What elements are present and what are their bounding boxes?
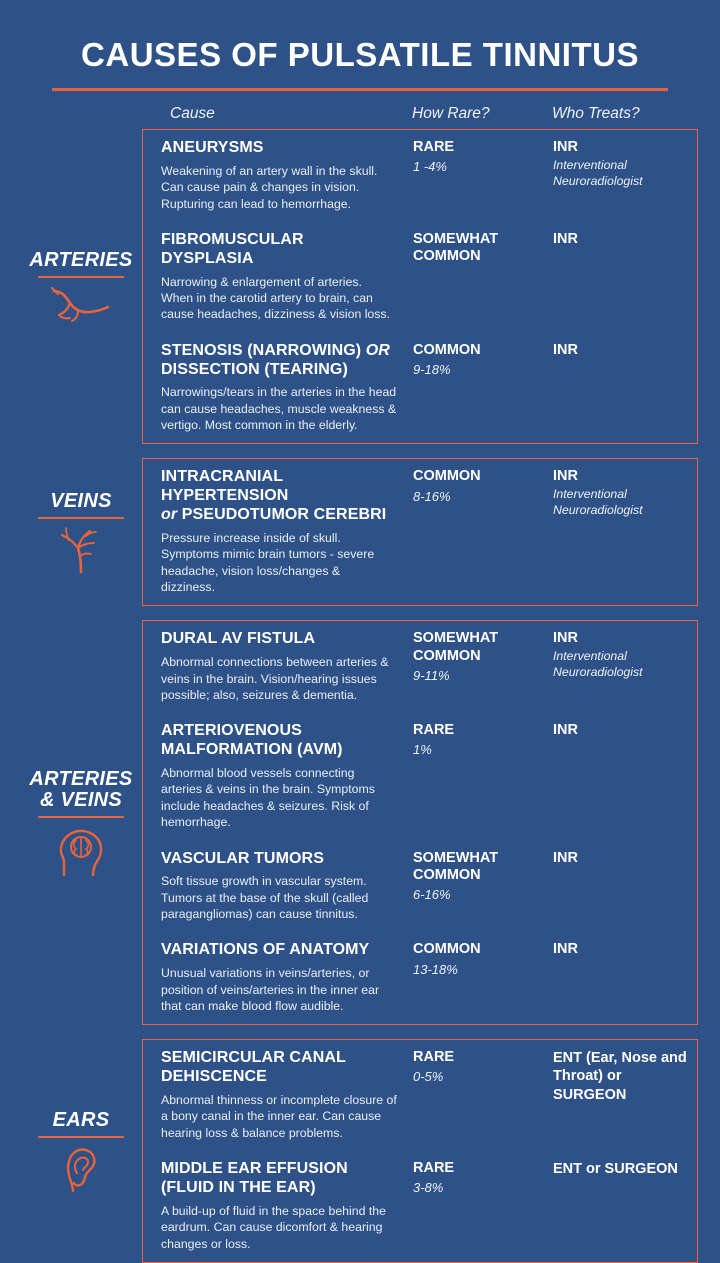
group-veins <box>22 458 698 606</box>
page-title: CAUSES OF PULSATILE TINNITUS <box>81 36 639 73</box>
group-label-veins <box>22 458 142 606</box>
artery-icon <box>50 285 112 323</box>
cause-description: Abnormal blood vessels connecting arteries & veins in the brain. Symptoms include headaches & seizures. Risk of hemorrhage. <box>161 766 375 830</box>
cause-description: Pressure increase inside of skull. Symptoms mimic brain tumors - severe headache, vision loss/changes & dizziness. <box>161 531 375 595</box>
rarity-percent: 1 -4% <box>413 159 447 175</box>
group-label-arteries-and-veins <box>22 620 142 1025</box>
column-header-cause: Cause <box>170 105 215 122</box>
cause-cell <box>143 941 413 1014</box>
group-arteries-and-veins <box>22 620 698 1025</box>
column-headers <box>22 105 698 123</box>
rarity-percent: 9-18% <box>413 361 451 377</box>
cause-description: Soft tissue growth in vascular system. Tumors at the base of the skull (called paragangliomas) can cause tinnitus. <box>161 874 369 922</box>
cause-name-line1: MIDDLE EAR EFFUSION <box>161 1160 348 1178</box>
rarity-percent: 6-16% <box>413 886 451 902</box>
treater-cell <box>553 941 697 1014</box>
cause-cell <box>143 468 413 595</box>
treater-code: INR <box>553 630 578 647</box>
cause-name: FIBROMUSCULAR DYSPLASIA <box>161 230 304 267</box>
rarity-label: SOMEWHAT COMMON <box>413 230 499 265</box>
entry-fibromuscular-dysplasia <box>143 222 697 333</box>
treater-cell <box>553 468 697 595</box>
treater-subtitle: Interventional Neuroradiologist <box>553 649 643 680</box>
cause-description: Abnormal thinness or incomplete closure of a bony canal in the inner ear. Can cause hearing loss & balance problems. <box>161 1093 397 1140</box>
rarity-label: RARE <box>413 139 455 155</box>
rarity-label: COMMON <box>413 468 481 485</box>
rarity-cell <box>413 1160 553 1252</box>
group-label-text: EARS <box>52 1108 110 1131</box>
ear-icon <box>61 1145 101 1193</box>
treater-cell <box>553 1160 697 1252</box>
cause-description: Unusual variations in veins/arteries, or position of veins/arteries in the inner ear that can make blood flow audible. <box>161 966 380 1013</box>
rarity-label: SOMEWHAT COMMON <box>413 630 499 664</box>
group-label-underline <box>38 517 124 519</box>
rarity-label: RARE <box>413 1160 455 1177</box>
cause-name-line1: ARTERIOVENOUS <box>161 722 302 740</box>
treater-code: INR <box>553 722 578 739</box>
cause-name <box>161 1160 397 1198</box>
cause-name <box>161 722 397 760</box>
rarity-label: SOMEWHAT COMMON <box>413 849 499 883</box>
column-header-treats: Who Treats? <box>552 105 640 122</box>
rarity-percent: 1% <box>413 742 432 758</box>
cause-name: ANEURYSMS <box>161 139 264 156</box>
entry-semicircular-canal-dehiscence <box>143 1040 697 1151</box>
treater-subtitle: Interventional Neuroradiologist <box>553 487 643 518</box>
rarity-label: RARE <box>413 1049 455 1066</box>
treater-code: INR <box>553 941 578 958</box>
cause-cell <box>143 1160 413 1252</box>
group-label-text: VEINS <box>50 489 112 512</box>
rarity-cell <box>413 850 553 923</box>
cause-name-line1: STENOSIS (NARROWING) <box>161 341 362 359</box>
entry-stenosis-dissection <box>143 333 697 444</box>
group-box-ears <box>142 1039 698 1263</box>
group-ears <box>22 1039 698 1263</box>
column-header-rarity: How Rare? <box>412 105 490 122</box>
entry-variations-of-anatomy <box>143 932 697 1024</box>
cause-description: Narrowings/tears in the arteries in the head can cause headaches, muscle weakness & vertigo. Most common in the elderly. <box>161 385 397 433</box>
cause-description: Narrowing & enlargement of arteries. When in the carotid artery to brain, can cause headaches, dizziness & vision loss. <box>161 274 390 322</box>
rarity-cell <box>413 342 553 434</box>
treater-code: ENT or SURGEON <box>553 1161 678 1178</box>
column-header-spacer <box>22 105 142 123</box>
rarity-label: COMMON <box>413 941 481 958</box>
treater-cell <box>553 139 697 212</box>
cause-cell <box>143 850 413 923</box>
treater-code: INR <box>553 468 578 485</box>
cause-name: VASCULAR TUMORS <box>161 849 324 867</box>
group-label-arteries <box>22 129 142 444</box>
group-box-veins <box>142 458 698 606</box>
cause-cell <box>143 1049 413 1141</box>
cause-cell <box>143 722 413 830</box>
entry-vascular-tumors <box>143 841 697 933</box>
rarity-cell <box>413 941 553 1014</box>
group-box-arteries-and-veins <box>142 620 698 1025</box>
group-label-underline <box>38 1136 124 1138</box>
cause-name-line2: (FLUID IN THE EAR) <box>161 1178 316 1196</box>
cause-name-italic-tail: OR <box>361 341 390 359</box>
treater-cell <box>553 1049 697 1141</box>
treater-cell <box>553 630 697 703</box>
treater-subtitle: Interventional Neuroradiologist <box>553 158 643 188</box>
cause-cell <box>143 139 413 212</box>
entry-aneurysms <box>143 130 697 222</box>
cause-name-line1: SEMICIRCULAR CANAL <box>161 1049 346 1067</box>
cause-description: Abnormal connections between arteries & veins in the brain. Vision/hearing issues possible; also, seizures & dementia. <box>161 655 389 703</box>
cause-name <box>161 468 397 525</box>
rarity-cell <box>413 468 553 595</box>
entry-dural-av-fistula <box>143 621 697 713</box>
treater-cell <box>553 342 697 434</box>
rarity-cell <box>413 630 553 703</box>
cause-description: Weakening of an artery wall in the skull. Can cause pain & changes in vision. Rupturing can lead to hemorrhage. <box>161 163 378 211</box>
rarity-cell <box>413 139 553 212</box>
treater-code: INR <box>553 230 578 247</box>
cause-cell <box>143 231 413 323</box>
head-brain-icon <box>52 825 110 877</box>
group-label-underline <box>38 816 124 818</box>
cause-name: DURAL AV FISTULA <box>161 630 316 648</box>
rarity-label: RARE <box>413 722 455 739</box>
cause-cell <box>143 342 413 434</box>
treater-code: INR <box>553 341 578 358</box>
vein-icon <box>54 526 108 574</box>
entry-intracranial-hypertension <box>143 459 697 605</box>
treater-cell <box>553 850 697 923</box>
rarity-percent: 8-16% <box>413 488 451 504</box>
group-arteries <box>22 129 698 444</box>
cause-name: VARIATIONS OF ANATOMY <box>161 941 370 959</box>
entry-arteriovenous-malformation <box>143 713 697 840</box>
rarity-cell <box>413 722 553 830</box>
treater-cell <box>553 722 697 830</box>
cause-name-line2: DISSECTION (TEARING) <box>161 360 348 378</box>
rarity-label: COMMON <box>413 341 481 358</box>
entry-middle-ear-effusion <box>143 1151 697 1262</box>
rarity-cell <box>413 1049 553 1141</box>
cause-name-italic-lead: or <box>161 506 182 524</box>
treater-cell <box>553 231 697 323</box>
treater-code: INR <box>553 849 578 866</box>
cause-description: A build-up of fluid in the space behind the eardrum. Can cause dicomfort & hearing changes or loss. <box>161 1203 386 1251</box>
cause-name-line2: DEHISCENCE <box>161 1068 267 1086</box>
rarity-percent: 13-18% <box>413 961 458 977</box>
group-box-arteries <box>142 129 698 444</box>
group-label-underline <box>38 276 124 278</box>
cause-name-line2: MALFORMATION (AVM) <box>161 741 343 759</box>
treater-code: INR <box>553 139 578 155</box>
rarity-cell <box>413 231 553 323</box>
rarity-percent: 3-8% <box>413 1180 444 1196</box>
group-label-text: ARTERIES <box>29 249 133 272</box>
cause-name-line1: INTRACRANIAL HYPERTENSION <box>161 468 289 505</box>
cause-name <box>161 342 397 380</box>
treater-code: ENT (Ear, Nose and Throat) or SURGEON <box>553 1050 687 1103</box>
cause-cell <box>143 630 413 703</box>
cause-name-line2: PSEUDOTUMOR CEREBRI <box>181 506 387 524</box>
rarity-percent: 9-11% <box>413 667 450 683</box>
rarity-percent: 0-5% <box>413 1069 444 1085</box>
group-label-text: ARTERIES & VEINS <box>29 767 133 811</box>
title-divider <box>52 88 668 91</box>
group-label-ears <box>22 1039 142 1263</box>
cause-name <box>161 1049 397 1087</box>
